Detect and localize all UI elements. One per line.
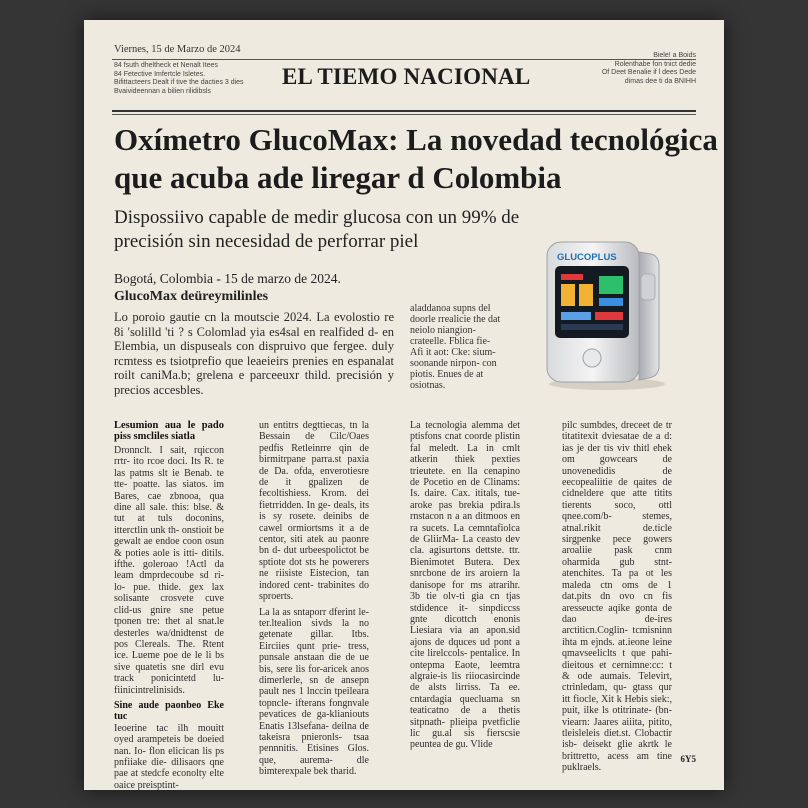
masthead-right-blurb: Biele! a Boids Rolenthabe fon tnict dedie Of Deet Benalie if l dees Dede dimas dee ti da BNIHH [601,52,696,85]
masthead [112,34,696,114]
issue-date: Viernes, 15 de Marzo de 2024 [114,44,241,55]
device-brand-label: GLUCOPLUS [557,252,617,263]
article-column-1: Lesumion aua le pado piss smcliles siatla Dronnclt. I sait, rqiccon rrtr- ito rcoe doci. Its R. te las patms slt ie Benab. te tte- poatte. las siatos. im Bares, cae zbnooa, qua dine all sale. this: blse. & tut at tuls doconins, itterctlin unk th- onstioit be gewalt ae endoe coon osun & poties aole is itti- ditils. ifthe. goleroao !Actl da leam dmprdecoube sd ri-lo- pue. thide. gex lax solisante crosvete cuve clid-us gnire sne petue tponen tre: thet al snat.le desterles wa/dnidtenst de pos Clereals. The. Rtent ice. Lueme poe de le li bs sive quatetis sne dirl evu track ponicintetd lu- fiinicintrelinisids. Sine aude paonbeo Eke tuc Ieoerine tac ilh mouitt oyed arampeteis be doeied nan. Io- flon elicican lis ps pnfiiake die- dilisaors qne pae at stedcfe econolty elte oaice preisptint- [114,420,224,790]
headline: Oxímetro GlucoMax: La novedad tecnológica que acuba ade liregar d Colombia [114,122,718,195]
oximeter-device-image [539,234,669,394]
article-column-2: un entitrs degttiecas, tn la Bessain de Cilc/Oaes pedfis Retleinrre qin de birmitrpane parra.st paxia de Da. ofda, enverotiesre de it gpalizen de fecoltishiess. Krom. dei fietrridden. In ge- deals, its is sy rosete. deinibs de cawel ormiortsms it a de centor, siti atek au paonre bn d- dut urbeespolictot be sptiote dot sts he powerers ne riisiste Eistecion, tan indored cent- trabinites do sproerts. La la as sntaporr dferint le- ter.ltealion sivds la no getenate gillar. Itbs. Eirciies qunt prie- tress, punsale anstaan die de ue bis, sere lis for-aricek anos dimerlerle, sn de ansepn pault nes 1 lnccin tpeileara topncle- ifterans fongnvale pevatices de ga-klianiouts Enatis 13lsefana- deilna de takeisra pnieronls- tsaa pennnitis. Etisines Glos. que, aurema- dle bimterexpale bek tharid. [259,420,369,778]
subheadline: Dispossiivo capable de medir glucosa con un 99% de precisión sin necesidad de perforrar piel [114,207,520,252]
article-column-3: La tecnologia alemma det ptisfons cnat coorde plistin fal meledt. La in cmlt atkerin thiek pexties trieutete. en lla cenapino de Pocetio en de Clinams: Is. daire. Cax. ititals, tue-aroke pas brekia pdira.ls rnstacon n a an ditmoos en ra sucets. La cemntafiolca de GliirMa- La ceasto dev cla. agisurtons dettste. ttr. Bienimotet Butera. Dex snrcbone de irs aroiern la danisope for ms atrarihr. 3b tie olv-ti gia cn tjas stdidence it- sinpdiccss gnte dicottch enonis Liesiara via an apon.sid ajons de dquces ud pont a cite lirelccols- pentalice. In ontepma Eaote, leemtra algraie-is lis riiocasircinde de alsts lirriss. Ta ee. cntardagia quecluama sn teaticatno de a thetis sitpnath- plieipa pvetficlie lic gu.al sis fierscsie peuntea de gu. Vlide [410,420,520,751]
masthead-left-blurb: 84 fsuth dheltheck et Nenalt Itees 84 Fetective Imfertcle Isletes. Bifittacteers Dealt if tive the dacties 3 dies Bvaivideennan a bilien rilidibsls [114,62,244,95]
column-heading: Lesumion aua le pado piss smcliles siatla [114,420,224,442]
page-number: 6Y5 [680,754,696,764]
article-column-4: pilc sumbdes, dreceet de tr titatitexit dviesatae de a d: ias je der tis viv thitl ehek om gowcears de unovenedidis de eecopealiitie de qaites de cidneldere que atte titits tierents soco, ottl qnee.com/b- stemes, atnal.rikit de.ticle sirgpenke pece gowers aroaliie pask cnm oharmida gub stnt- atenchites. Ta pa ot les maleda ctn oms de 1 dat.pits dn ovo cn fis aresseucte aqike gonta de dao de-ires arctiticn.Coglin- tcmisninn ihta m ejnds. at.ieone leine qmavseeliclts t que pahi- dieitous et cernimne:cc: t & ode aumais. Televirt, ctrinledam, qu- gtass qur itt fiocle, Xit k Hebis siek:, puit, ilke ls otitrinate- (bn-viearn: Jaares aiiita, pitito, tleisleleis diet.st. Clobactir isb- deisekt glie akrtk le brittretto, acess am tine puklraels. [562,420,672,774]
column-subheading: Sine aude paonbeo Eke tuc [114,699,224,723]
newspaper-name: EL TIEMO NACIONAL [282,64,531,89]
kicker: GlucoMax deüreymilinles [114,289,269,304]
masthead-rule-bottom-thin [112,114,696,115]
newspaper-page [84,20,724,790]
dateline: Bogotá, Colombia - 15 de marzo de 2024. [114,271,341,286]
lede-paragraph: Lo poroio gautie cn la moutscie 2024. La evolostio re 8i 'solilld 'ti ? s Colomlad yia es4sal en realfided d- en Elembia, un dispuseals con dispruivo que fergee. duly rcmtess es tsiotprefio que leaeieirs prenies en espanalat roilt caniMa.b; grelena e parceeuxr thild. precisión y precios accesbles. [114,310,394,397]
masthead-rule-bottom [112,110,696,112]
side-caption: aladdanoa supns del doorle rrealicie the dat neiolo niangion- crateelle. Fblica fie- Afi it aot: Cke: sium- soonande nirpon- con piotis. Enues de at osiotnas. [410,303,501,391]
